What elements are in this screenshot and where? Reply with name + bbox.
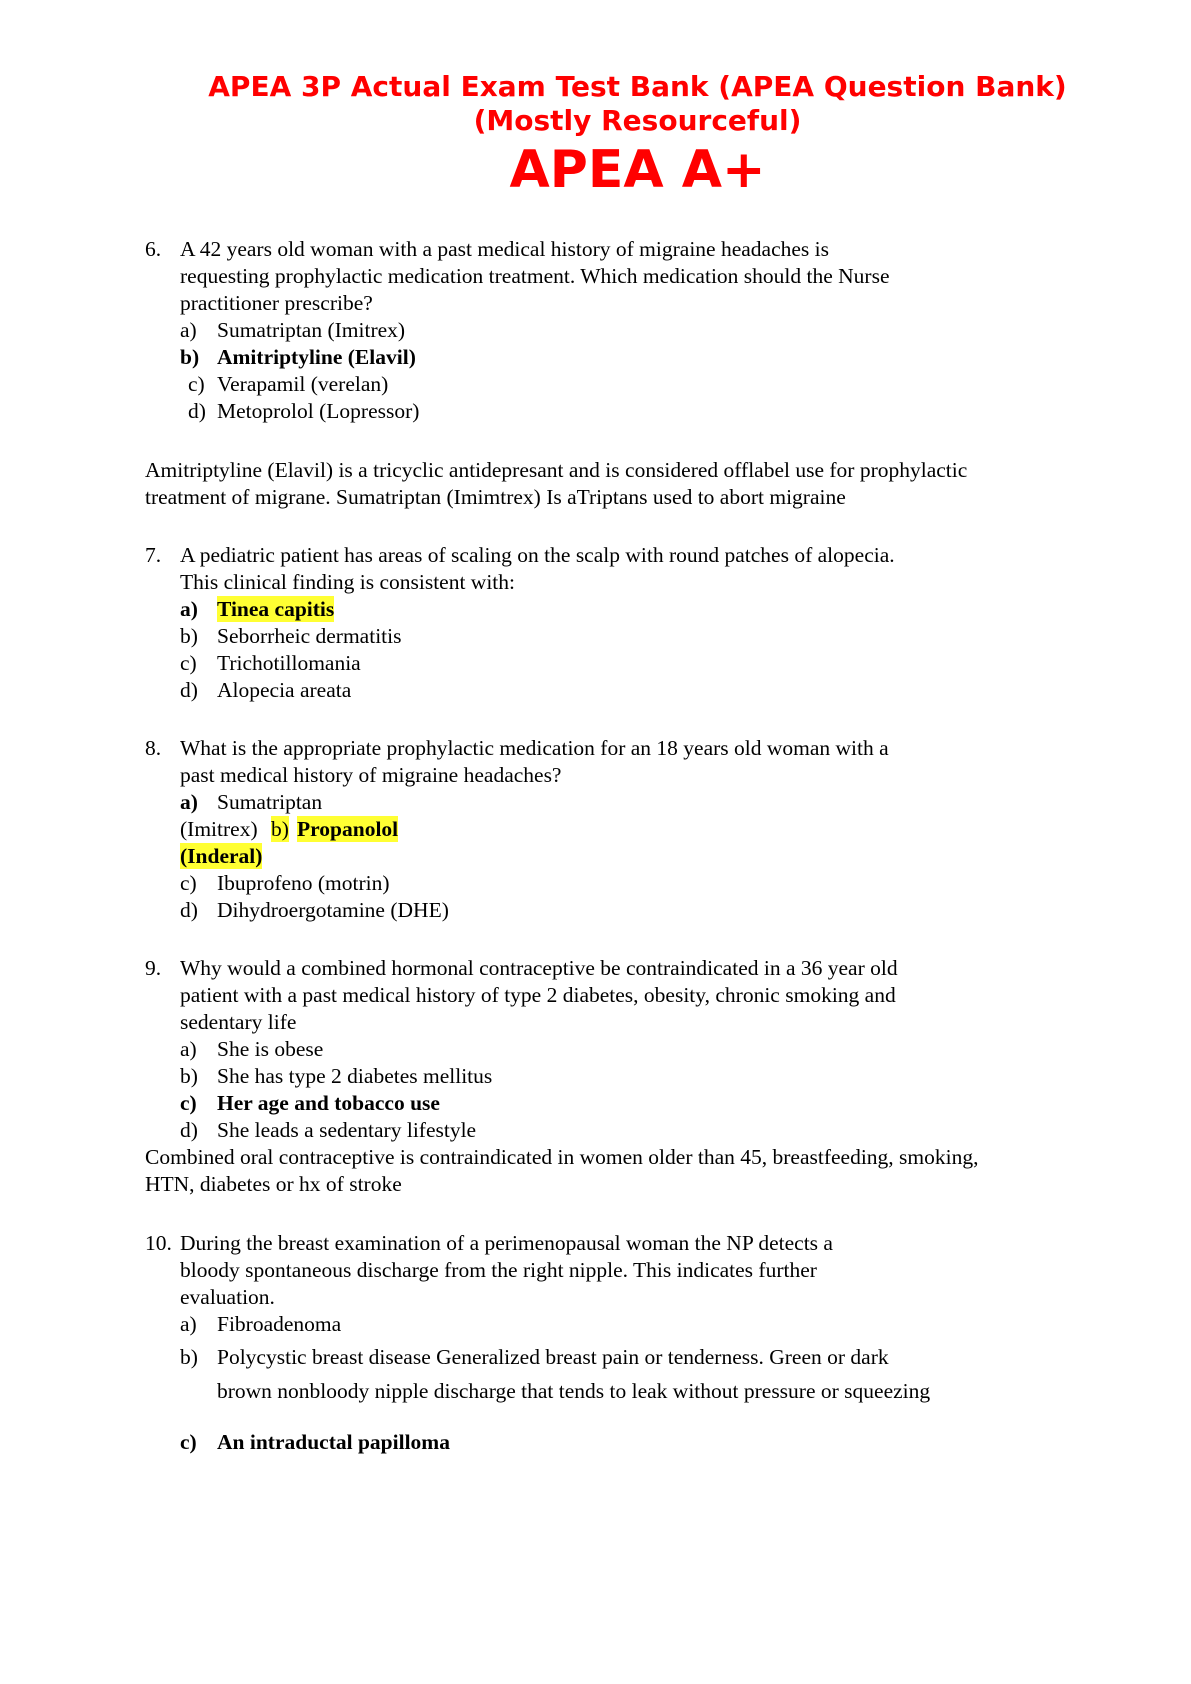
option-text: Fibroadenoma [217, 1312, 342, 1336]
question-stem: A pediatric patient has areas of scaling on the scalp with round patches of alopecia. [180, 543, 895, 567]
option-text: Metoprolol (Lopressor) [217, 399, 420, 423]
explanation: Amitriptyline (Elavil) is a tricyclic antidepresant and is considered offlabel use for prophylactic [145, 458, 968, 482]
option-letter: a) [180, 597, 198, 621]
option-letter: d) [180, 678, 198, 702]
option-text-continued: brown nonbloody nipple discharge that tends to leak without pressure or squeezing [217, 1379, 931, 1403]
document-brand: APEA A+ [509, 140, 766, 200]
option-text: Seborrheic dermatitis [217, 624, 402, 648]
option-text: Verapamil (verelan) [217, 372, 389, 396]
option-letter: c) [188, 372, 205, 396]
option-letter: b) [180, 345, 200, 369]
option-letter: b) [180, 624, 198, 648]
option-text: Ibuprofeno (motrin) [217, 871, 390, 895]
document-subtitle: (Mostly Resourceful) [473, 104, 802, 137]
correct-answer: Her age and tobacco use [217, 1091, 440, 1115]
explanation: HTN, diabetes or hx of stroke [145, 1172, 402, 1196]
question-stem: evaluation. [180, 1285, 275, 1309]
document-title: APEA 3P Actual Exam Test Bank (APEA Question Bank) [208, 70, 1067, 103]
explanation: Combined oral contraceptive is contraindicated in women older than 45, breastfeeding, smoking, [145, 1145, 979, 1169]
question-number: 9. [145, 956, 162, 980]
question-number: 10. [145, 1231, 172, 1255]
option-letter: b) [180, 1064, 198, 1088]
option-text: She is obese [217, 1037, 324, 1061]
correct-answer: Propanolol [297, 817, 399, 841]
question-number: 6. [145, 237, 162, 261]
question-number: 7. [145, 543, 162, 567]
question-stem: bloody spontaneous discharge from the right nipple. This indicates further [180, 1258, 817, 1282]
question-stem: patient with a past medical history of type 2 diabetes, obesity, chronic smoking and [180, 983, 896, 1007]
option-text: Polycystic breast disease Generalized breast pain or tenderness. Green or dark [217, 1345, 889, 1369]
option-letter: c) [180, 1091, 197, 1115]
option-letter: c) [180, 1430, 197, 1454]
question-stem: sedentary life [180, 1010, 297, 1034]
option-letter: b) [271, 817, 289, 841]
option-text: Dihydroergotamine (DHE) [217, 898, 449, 922]
option-text-continued: (Imitrex) [180, 817, 258, 841]
question-stem: During the breast examination of a perimenopausal woman the NP detects a [180, 1231, 833, 1255]
correct-answer: An intraductal papilloma [217, 1430, 450, 1454]
option-text: She leads a sedentary lifestyle [217, 1118, 477, 1142]
option-letter: a) [180, 1312, 197, 1336]
option-text: Sumatriptan (Imitrex) [217, 318, 406, 342]
option-letter: a) [180, 318, 197, 342]
question-stem: past medical history of migraine headaches? [180, 763, 562, 787]
question-stem: A 42 years old woman with a past medical history of migraine headaches is [180, 237, 830, 261]
option-letter: b) [180, 1345, 198, 1369]
explanation: treatment of migrane. Sumatriptan (Imimtrex) Is aTriptans used to abort migraine [145, 485, 846, 509]
option-text: Alopecia areata [217, 678, 352, 702]
question-number: 8. [145, 736, 162, 760]
question-stem: requesting prophylactic medication treatment. Which medication should the Nurse [180, 264, 890, 288]
correct-answer: Amitriptyline (Elavil) [217, 345, 416, 369]
option-letter: a) [180, 790, 198, 814]
option-text: She has type 2 diabetes mellitus [217, 1064, 493, 1088]
option-letter: d) [180, 898, 198, 922]
option-letter: a) [180, 1037, 197, 1061]
option-text: Trichotillomania [217, 651, 361, 675]
option-letter: d) [188, 399, 206, 423]
option-text: Sumatriptan [217, 790, 323, 814]
correct-answer: Tinea capitis [217, 597, 335, 621]
question-stem: practitioner prescribe? [180, 291, 373, 315]
option-letter: c) [180, 871, 197, 895]
option-letter: c) [180, 651, 197, 675]
option-letter: d) [180, 1118, 198, 1142]
question-stem: What is the appropriate prophylactic medication for an 18 years old woman with a [180, 736, 889, 760]
question-stem: This clinical finding is consistent with: [180, 570, 516, 594]
correct-answer-continued: (Inderal) [180, 844, 263, 868]
question-stem: Why would a combined hormonal contraceptive be contraindicated in a 36 year old [180, 956, 898, 980]
